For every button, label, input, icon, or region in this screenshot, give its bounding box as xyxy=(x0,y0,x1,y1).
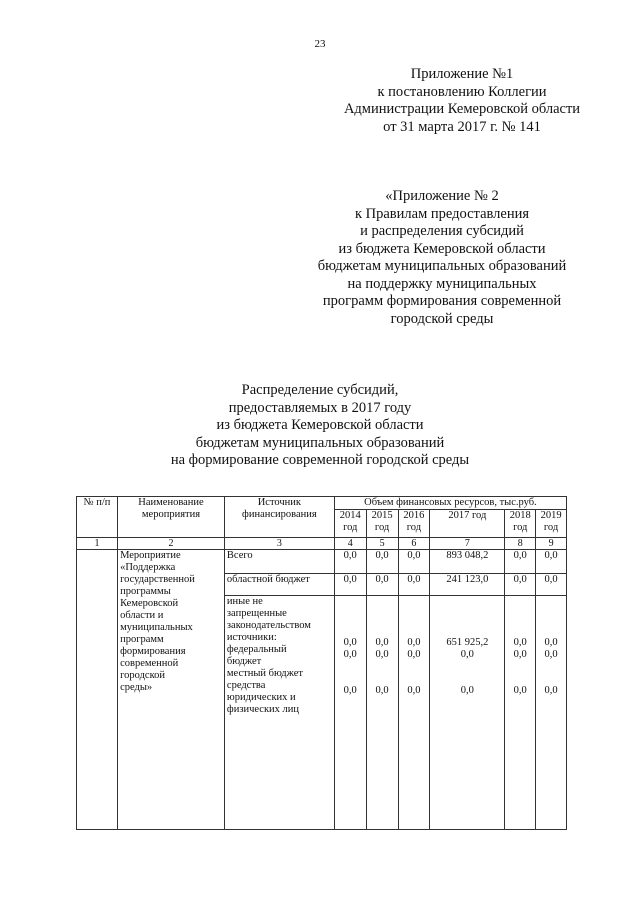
column-index: 4 xyxy=(334,538,366,550)
source-line: иные не xyxy=(226,596,263,607)
column-index: 6 xyxy=(398,538,430,550)
source-line: источники: xyxy=(226,632,277,643)
value-column-cell xyxy=(334,596,366,830)
appendix-2-line: и распределения субсидий xyxy=(360,223,524,239)
appendix-2-line: «Приложение № 2 xyxy=(385,188,499,204)
appendix-2-header xyxy=(292,188,592,328)
column-index: 1 xyxy=(77,538,118,550)
appendix-1-line: от 31 марта 2017 г. № 141 xyxy=(383,118,541,135)
value-local: 0,0 xyxy=(513,649,527,660)
event-name-line: городской xyxy=(120,670,166,681)
header-source: Источник финансирования xyxy=(224,497,334,538)
header-year: 2018 год xyxy=(505,510,536,538)
appendix-2-line: бюджетам муниципальных образований xyxy=(317,258,567,274)
appendix-2-line: на поддержку муниципальных xyxy=(347,275,537,292)
value-local: 0,0 xyxy=(460,649,474,660)
row-number-cell xyxy=(77,550,118,830)
column-index-row xyxy=(77,538,567,550)
value-column-cell xyxy=(536,596,567,830)
value-legal-physical: 0,0 xyxy=(460,685,474,696)
appendix-2-line: городской среды xyxy=(390,310,494,327)
value-cell: 0,0 xyxy=(334,574,366,596)
value-column-cell xyxy=(398,596,430,830)
value-legal-physical: 0,0 xyxy=(343,685,357,696)
event-name-line: среды» xyxy=(120,682,153,693)
column-index: 3 xyxy=(224,538,334,550)
source-line: законодательством xyxy=(226,620,311,631)
header-volume: Объем финансовых ресурсов, тыс.руб. xyxy=(334,497,566,510)
value-federal: 0,0 xyxy=(407,637,421,648)
value-legal-physical: 0,0 xyxy=(544,685,558,696)
appendix-1-header xyxy=(312,66,612,136)
source-line: юридических и xyxy=(226,692,296,703)
value-column-cell xyxy=(505,596,536,830)
title-line: на формирование современной городской среды xyxy=(170,452,470,468)
event-name-line: муниципальных xyxy=(120,622,193,633)
header-year: 2015 год xyxy=(366,510,398,538)
value-local: 0,0 xyxy=(407,649,421,660)
source-line: федеральный xyxy=(226,644,287,655)
column-index: 2 xyxy=(118,538,225,550)
header-year: 2014 год xyxy=(334,510,366,538)
source-total: Всего xyxy=(224,550,334,574)
event-name-line: области и xyxy=(120,610,164,621)
event-name-cell xyxy=(118,550,225,830)
value-federal: 0,0 xyxy=(544,637,558,648)
value-column-cell xyxy=(430,596,505,830)
source-line: запрещенные xyxy=(226,608,287,619)
value-local: 0,0 xyxy=(544,649,558,660)
source-regional: областной бюджет xyxy=(224,574,334,596)
column-index: 9 xyxy=(536,538,567,550)
column-index: 8 xyxy=(505,538,536,550)
title-line: Распределение субсидий, xyxy=(241,382,399,398)
appendix-2-line: программ формирования современной xyxy=(322,293,562,309)
value-federal: 0,0 xyxy=(375,637,389,648)
source-other-cell xyxy=(224,596,334,830)
value-cell: 0,0 xyxy=(505,574,536,596)
source-line: бюджет xyxy=(226,656,262,667)
source-line: средства xyxy=(226,680,266,691)
value-column-cell xyxy=(366,596,398,830)
title-line: бюджетам муниципальных образований xyxy=(195,434,445,451)
title-line: из бюджета Кемеровской области xyxy=(216,417,424,433)
event-name-line: Кемеровской xyxy=(120,598,179,609)
value-cell: 0,0 xyxy=(398,550,430,574)
subsidy-distribution-table xyxy=(76,496,567,830)
value-federal: 0,0 xyxy=(513,637,527,648)
appendix-1-line: Приложение №1 xyxy=(410,66,514,82)
event-name-line: Мероприятие xyxy=(120,550,181,561)
event-name-line: современной xyxy=(120,658,179,669)
value-cell: 0,0 xyxy=(366,550,398,574)
value-cell: 0,0 xyxy=(398,574,430,596)
header-year: 2019 год xyxy=(536,510,567,538)
value-cell: 241 123,0 xyxy=(430,574,505,596)
value-cell: 0,0 xyxy=(366,574,398,596)
title-line: предоставляемых в 2017 году xyxy=(228,399,412,416)
value-local: 0,0 xyxy=(343,649,357,660)
value-federal: 651 925,2 xyxy=(446,637,489,648)
value-cell: 0,0 xyxy=(505,550,536,574)
value-cell: 0,0 xyxy=(536,574,567,596)
source-line: местный бюджет xyxy=(226,668,304,679)
header-no: № п/п xyxy=(77,497,118,538)
page-number: 23 xyxy=(314,38,326,50)
appendix-2-line: из бюджета Кемеровской области xyxy=(338,240,546,257)
event-name-line: программы xyxy=(120,586,171,597)
source-line: физических лиц xyxy=(226,704,300,715)
event-name-line: формирования xyxy=(120,646,186,657)
value-local: 0,0 xyxy=(375,649,389,660)
appendix-1-line: к постановлению Коллегии xyxy=(377,83,547,100)
value-federal: 0,0 xyxy=(343,637,357,648)
value-legal-physical: 0,0 xyxy=(407,685,421,696)
column-index: 5 xyxy=(366,538,398,550)
table-row-total xyxy=(77,550,567,574)
value-legal-physical: 0,0 xyxy=(513,685,527,696)
event-name-line: программ xyxy=(120,634,164,645)
value-cell: 0,0 xyxy=(536,550,567,574)
event-name-line: «Поддержка xyxy=(120,562,176,573)
header-event-name: Наименование мероприятия xyxy=(118,497,225,538)
appendix-2-line: к Правилам предоставления xyxy=(354,205,530,222)
column-index: 7 xyxy=(430,538,505,550)
event-name-line: государственной xyxy=(120,574,195,585)
header-year: 2017 год xyxy=(430,510,505,538)
document-title xyxy=(120,382,520,470)
appendix-1-line: Администрации Кемеровской области xyxy=(343,101,581,117)
value-cell: 0,0 xyxy=(334,550,366,574)
value-cell: 893 048,2 xyxy=(430,550,505,574)
value-legal-physical: 0,0 xyxy=(375,685,389,696)
header-year: 2016 год xyxy=(398,510,430,538)
